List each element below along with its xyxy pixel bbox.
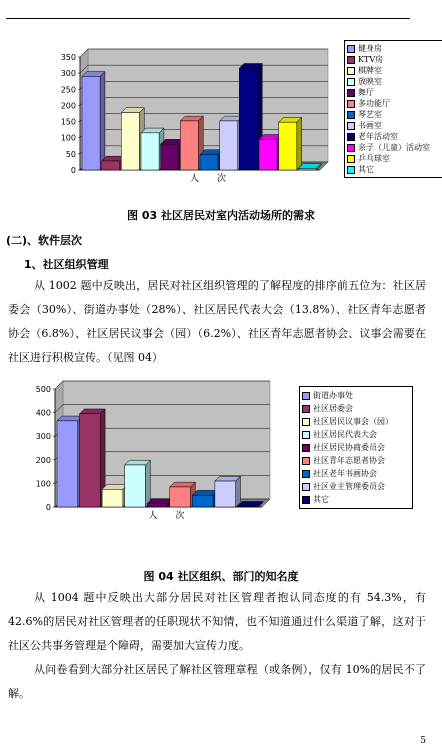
bar-front bbox=[298, 168, 316, 170]
bar-front bbox=[141, 133, 159, 170]
legend-label: KTV房 bbox=[358, 55, 384, 64]
bar-front bbox=[237, 506, 258, 507]
legend-swatch bbox=[347, 45, 355, 53]
legend-item-2 bbox=[347, 54, 442, 65]
legend-label: 社区居委会 bbox=[313, 404, 353, 413]
legend-swatch bbox=[347, 144, 355, 152]
legend-label: 书画室 bbox=[358, 121, 382, 130]
legend-item-8 bbox=[302, 480, 410, 493]
legend-item-4 bbox=[302, 428, 410, 441]
y-tick-label: 350 bbox=[60, 53, 76, 62]
header-rule bbox=[6, 18, 410, 19]
x-axis-label: 人 次 bbox=[189, 174, 227, 184]
legend-item-6 bbox=[302, 454, 410, 467]
legend-swatch bbox=[347, 166, 355, 174]
legend-label: 社区老年书画协会 bbox=[313, 469, 377, 478]
legend-item-2 bbox=[302, 402, 410, 415]
bar-front bbox=[170, 487, 191, 507]
legend-item-11 bbox=[347, 153, 442, 164]
y-tick-label: 200 bbox=[60, 101, 76, 111]
bar-8 bbox=[215, 476, 241, 507]
legend-label: 其它 bbox=[313, 495, 329, 504]
fig03-caption: 图 03 社区居民对室内活动场所的需求 bbox=[127, 209, 315, 222]
section-heading: (二)、软件层次 bbox=[6, 234, 83, 247]
legend-fig03 bbox=[344, 40, 442, 178]
bar-front bbox=[102, 489, 123, 507]
legend-swatch bbox=[347, 67, 355, 75]
bar-9 bbox=[237, 501, 263, 507]
y-tick-label: 50 bbox=[65, 149, 76, 159]
legend-swatch bbox=[302, 457, 310, 465]
bar-top bbox=[215, 476, 241, 481]
y-tick-label: 100 bbox=[35, 479, 51, 489]
legend-label: 健身房 bbox=[358, 44, 382, 53]
bar-side bbox=[297, 117, 302, 170]
legend-label: 舞厅 bbox=[358, 88, 374, 97]
bar-6 bbox=[170, 482, 196, 507]
legend-item-1 bbox=[302, 389, 410, 402]
bar-2 bbox=[80, 409, 106, 507]
bar-front bbox=[121, 113, 139, 170]
legend-fig04 bbox=[299, 386, 413, 509]
bar-front bbox=[102, 161, 120, 170]
y-tick-label: 100 bbox=[60, 133, 76, 143]
bar-front bbox=[80, 414, 101, 507]
y-tick-label: 250 bbox=[60, 85, 76, 95]
bar-front bbox=[147, 503, 168, 507]
legend-label: 亲子（儿童）活动室 bbox=[358, 143, 430, 152]
bar-5 bbox=[147, 499, 173, 507]
legend-item-4 bbox=[347, 76, 442, 87]
legend-swatch bbox=[302, 444, 310, 452]
bar-front bbox=[200, 155, 218, 170]
paragraph-2-text: 从 1004 题中反映出大部分居民对社区管理者抱认同态度的有 54.3%，有 42.6%的居民对社区管理者的任职现状不知情，也不知道通过什么渠道了解，这对于社区公共事务管理是个障碍，需要加大宣传力度。 bbox=[8, 591, 426, 652]
bar-front bbox=[215, 481, 236, 507]
legend-swatch bbox=[347, 56, 355, 64]
legend-swatch bbox=[347, 155, 355, 163]
bar-top bbox=[237, 501, 263, 506]
paragraph-2 bbox=[8, 586, 426, 658]
legend-item-6 bbox=[347, 98, 442, 109]
legend-swatch bbox=[302, 392, 310, 400]
legend-swatch bbox=[302, 405, 310, 413]
paragraph-1-text: 从 1002 题中反映出，居民对社区组织管理的了解程度的排序前五位为：社区居委会（30%）、街道办事处（28%）、社区居民代表大会（13.8%）、社区青年志愿者协会（6.8%）、社区居民议事会（园）（6.2%）、社区青年志愿者协会、议事会需要在社区进行积极宣传。（见图 04） bbox=[8, 279, 426, 364]
bar-front bbox=[192, 495, 213, 507]
bar-top bbox=[102, 485, 128, 490]
legend-item-1 bbox=[347, 43, 442, 54]
legend-item-3 bbox=[302, 415, 410, 428]
fig04-caption: 图 04 社区组织、部门的知名度 bbox=[143, 570, 299, 583]
bar-front bbox=[220, 121, 238, 170]
legend-item-8 bbox=[347, 120, 442, 131]
bar-side bbox=[236, 476, 241, 507]
bar-front bbox=[57, 421, 78, 507]
legend-label: 老年活动室 bbox=[358, 132, 398, 141]
legend-item-7 bbox=[347, 109, 442, 120]
legend-label: 社区居民议事会（园） bbox=[313, 417, 393, 426]
y-tick-label: 300 bbox=[35, 432, 51, 442]
bar-7 bbox=[192, 490, 218, 507]
y-tick-label: 200 bbox=[35, 455, 51, 465]
legend-item-5 bbox=[302, 441, 410, 454]
legend-label: 多功能厅 bbox=[358, 99, 390, 108]
bar-top bbox=[192, 490, 218, 495]
paragraph-3 bbox=[8, 658, 426, 706]
legend-label: 乒乓球室 bbox=[358, 154, 390, 163]
bar-front bbox=[125, 465, 146, 507]
legend-label: 放映室 bbox=[358, 77, 382, 86]
y-tick-label: 500 bbox=[35, 385, 51, 394]
legend-swatch bbox=[347, 78, 355, 86]
legend-swatch bbox=[347, 89, 355, 97]
bar-1 bbox=[82, 72, 105, 170]
legend-item-9 bbox=[347, 131, 442, 142]
legend-item-12 bbox=[347, 164, 442, 175]
legend-label: 其它 bbox=[358, 165, 374, 174]
legend-swatch bbox=[302, 483, 310, 491]
legend-label: 社区居民协商委员会 bbox=[313, 443, 385, 452]
bar-top bbox=[170, 482, 196, 487]
bar-front bbox=[279, 122, 297, 170]
legend-item-3 bbox=[347, 65, 442, 76]
y-tick-label: 400 bbox=[35, 408, 51, 418]
bar-3 bbox=[102, 485, 128, 508]
legend-swatch bbox=[347, 100, 355, 108]
bar-front bbox=[82, 76, 100, 170]
y-tick-label: 300 bbox=[60, 69, 76, 79]
legend-swatch bbox=[302, 418, 310, 426]
legend-label: 棋牌室 bbox=[358, 66, 382, 75]
paragraph-3-text: 从问卷看到大部分社区居民了解社区管理章程（或条例），仅有 10%的居民不了解。 bbox=[8, 663, 426, 700]
paragraph-1 bbox=[8, 274, 426, 370]
bar-front bbox=[259, 139, 277, 170]
y-tick-label: 150 bbox=[60, 117, 76, 127]
legend-label: 社区业主管理委员会 bbox=[313, 482, 385, 491]
legend-label: 社区青年志愿者协会 bbox=[313, 456, 385, 465]
legend-label: 社区居民代表大会 bbox=[313, 430, 377, 439]
legend-item-9 bbox=[302, 493, 410, 506]
legend-label: 街道办事处 bbox=[313, 391, 353, 400]
bar-front bbox=[161, 144, 179, 170]
legend-item-10 bbox=[347, 142, 442, 153]
bar-1 bbox=[57, 416, 83, 507]
legend-label: 琴艺室 bbox=[358, 110, 382, 119]
bar-4 bbox=[125, 460, 151, 507]
bar-top bbox=[125, 460, 151, 465]
legend-item-5 bbox=[347, 87, 442, 98]
y-tick-label: 0 bbox=[70, 166, 76, 175]
legend-item-7 bbox=[302, 467, 410, 480]
legend-swatch bbox=[347, 122, 355, 130]
legend-swatch bbox=[302, 431, 310, 439]
page-number: 5 bbox=[420, 736, 426, 746]
legend-swatch bbox=[302, 470, 310, 478]
bar-top bbox=[57, 416, 83, 421]
bar-front bbox=[239, 68, 257, 170]
bar-front bbox=[180, 121, 198, 170]
bar-side bbox=[145, 460, 150, 507]
legend-swatch bbox=[347, 133, 355, 141]
bar-top bbox=[147, 499, 173, 504]
legend-swatch bbox=[347, 111, 355, 119]
x-axis-label: 人 次 bbox=[148, 511, 185, 521]
y-tick-label: 0 bbox=[45, 503, 51, 512]
bar-11 bbox=[279, 117, 302, 170]
bar-top bbox=[80, 409, 106, 414]
bar-side bbox=[100, 72, 105, 170]
legend-swatch bbox=[302, 496, 310, 504]
subsection-heading: 1、社区组织管理 bbox=[24, 258, 109, 271]
